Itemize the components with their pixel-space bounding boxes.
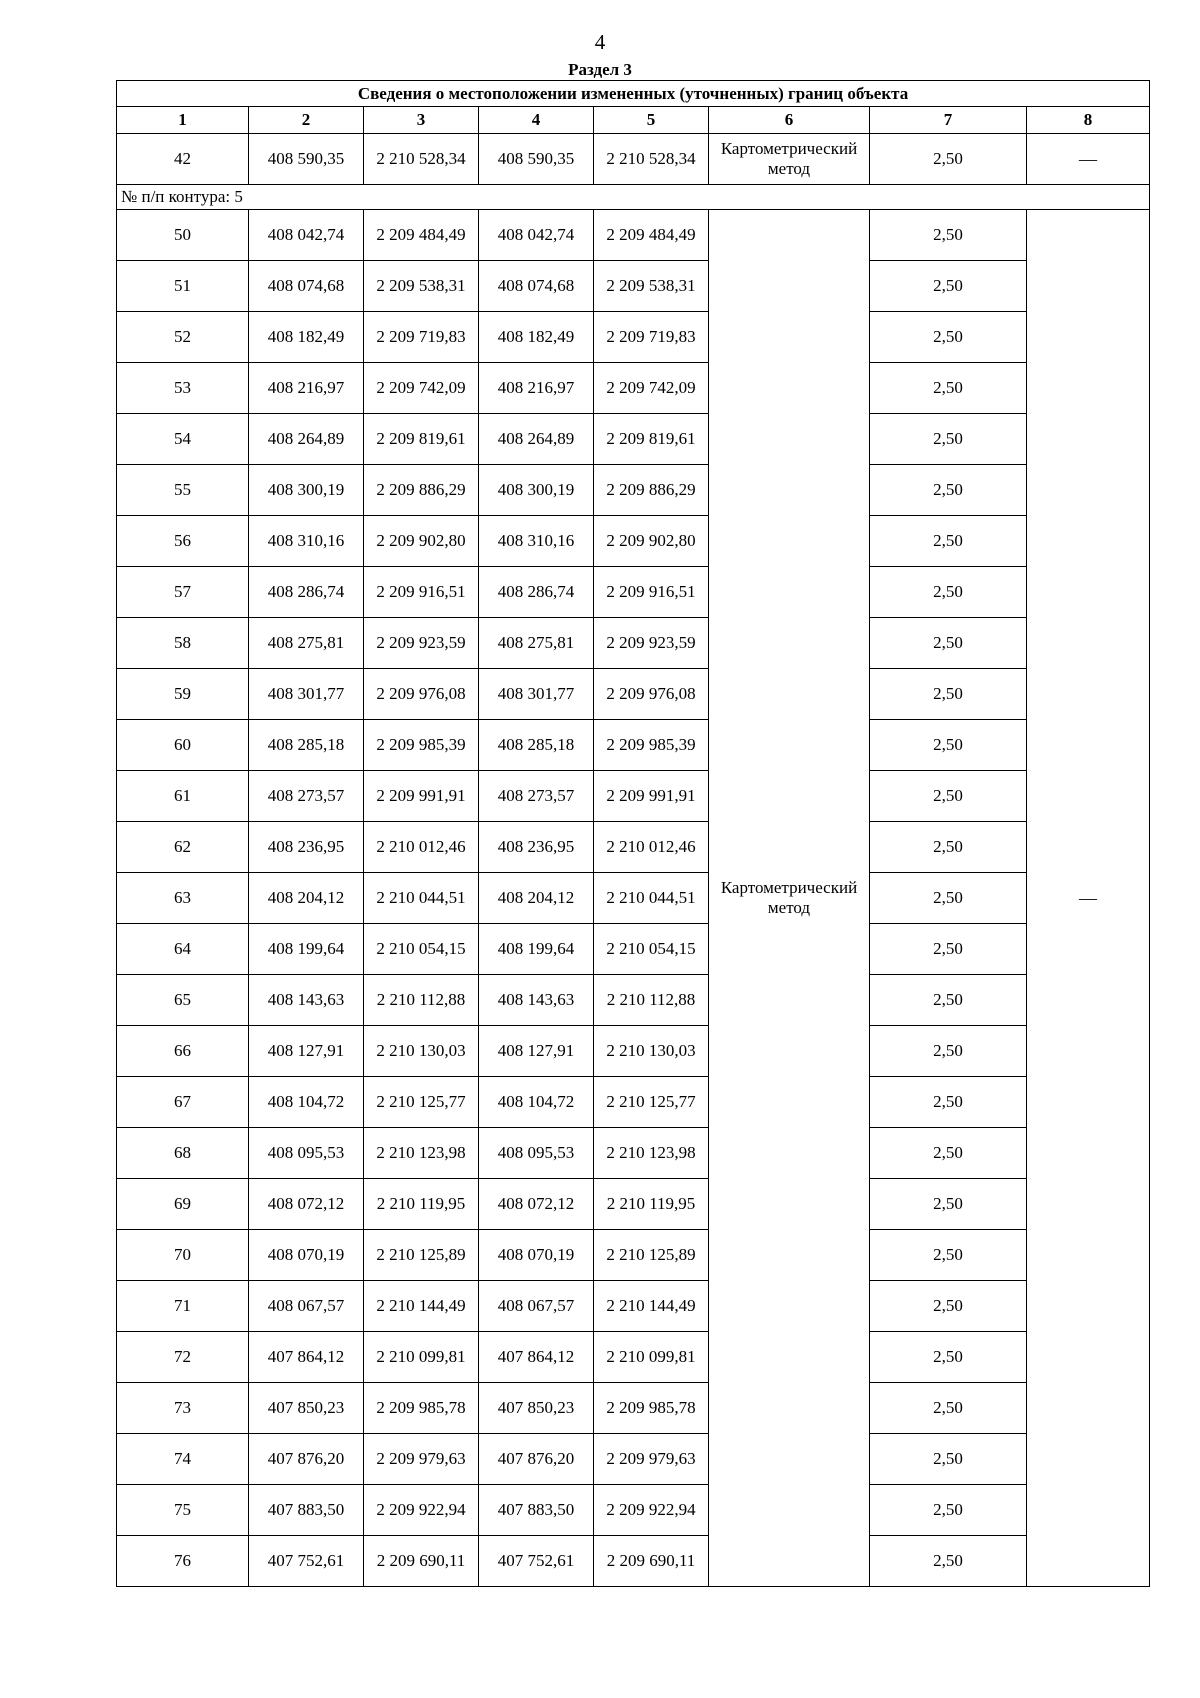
accuracy-cell: 2,50 xyxy=(870,312,1027,363)
x-old-cell: 408 300,19 xyxy=(249,465,364,516)
y-new-cell: 2 210 012,46 xyxy=(594,822,709,873)
table-row xyxy=(117,134,1150,185)
x-old-cell: 407 883,50 xyxy=(249,1485,364,1536)
x-old-cell: 408 127,91 xyxy=(249,1026,364,1077)
x-old-cell: 408 042,74 xyxy=(249,210,364,261)
column-header-row xyxy=(117,107,1150,134)
x-old-cell: 408 590,35 xyxy=(249,134,364,185)
accuracy-cell: 2,50 xyxy=(870,1434,1027,1485)
table-row xyxy=(117,669,1150,720)
y-old-cell: 2 210 528,34 xyxy=(364,134,479,185)
point-number: 54 xyxy=(117,414,249,465)
x-old-cell: 408 104,72 xyxy=(249,1077,364,1128)
y-old-cell: 2 210 125,89 xyxy=(364,1230,479,1281)
y-new-cell: 2 210 130,03 xyxy=(594,1026,709,1077)
x-new-cell: 408 127,91 xyxy=(479,1026,594,1077)
y-old-cell: 2 209 991,91 xyxy=(364,771,479,822)
table-title: Сведения о местоположении измененных (уточненных) границ объекта xyxy=(117,81,1150,107)
x-old-cell: 408 204,12 xyxy=(249,873,364,924)
accuracy-cell: 2,50 xyxy=(870,1230,1027,1281)
y-old-cell: 2 210 012,46 xyxy=(364,822,479,873)
x-new-cell: 408 216,97 xyxy=(479,363,594,414)
column-header: 6 xyxy=(709,107,870,134)
y-old-cell: 2 210 112,88 xyxy=(364,975,479,1026)
accuracy-cell: 2,50 xyxy=(870,924,1027,975)
y-old-cell: 2 210 044,51 xyxy=(364,873,479,924)
x-new-cell: 408 264,89 xyxy=(479,414,594,465)
y-old-cell: 2 209 819,61 xyxy=(364,414,479,465)
column-header: 5 xyxy=(594,107,709,134)
table-row xyxy=(117,873,1150,924)
page-number: 4 xyxy=(594,30,606,54)
note-cell: — xyxy=(1027,210,1150,1587)
accuracy-cell: 2,50 xyxy=(870,822,1027,873)
y-old-cell: 2 209 742,09 xyxy=(364,363,479,414)
x-old-cell: 408 264,89 xyxy=(249,414,364,465)
point-number: 58 xyxy=(117,618,249,669)
x-old-cell: 408 273,57 xyxy=(249,771,364,822)
accuracy-cell: 2,50 xyxy=(870,1077,1027,1128)
y-new-cell: 2 210 528,34 xyxy=(594,134,709,185)
y-old-cell: 2 209 690,11 xyxy=(364,1536,479,1587)
point-number: 64 xyxy=(117,924,249,975)
y-old-cell: 2 210 099,81 xyxy=(364,1332,479,1383)
x-old-cell: 408 275,81 xyxy=(249,618,364,669)
y-new-cell: 2 209 902,80 xyxy=(594,516,709,567)
column-header: 3 xyxy=(364,107,479,134)
y-old-cell: 2 210 119,95 xyxy=(364,1179,479,1230)
x-old-cell: 408 095,53 xyxy=(249,1128,364,1179)
x-old-cell: 408 199,64 xyxy=(249,924,364,975)
y-new-cell: 2 210 125,89 xyxy=(594,1230,709,1281)
point-number: 63 xyxy=(117,873,249,924)
column-header: 8 xyxy=(1027,107,1150,134)
x-new-cell: 407 883,50 xyxy=(479,1485,594,1536)
y-old-cell: 2 209 985,39 xyxy=(364,720,479,771)
x-new-cell: 408 182,49 xyxy=(479,312,594,363)
point-number: 52 xyxy=(117,312,249,363)
table-row xyxy=(117,1332,1150,1383)
y-new-cell: 2 209 538,31 xyxy=(594,261,709,312)
table-row xyxy=(117,975,1150,1026)
y-new-cell: 2 209 991,91 xyxy=(594,771,709,822)
table-row xyxy=(117,1128,1150,1179)
table-row xyxy=(117,1281,1150,1332)
table-row xyxy=(117,924,1150,975)
table-row xyxy=(117,822,1150,873)
table-row xyxy=(117,414,1150,465)
x-old-cell: 408 143,63 xyxy=(249,975,364,1026)
table-row xyxy=(117,261,1150,312)
y-new-cell: 2 210 119,95 xyxy=(594,1179,709,1230)
accuracy-cell: 2,50 xyxy=(870,465,1027,516)
table-row xyxy=(117,1179,1150,1230)
table-row xyxy=(117,1536,1150,1587)
y-old-cell: 2 210 130,03 xyxy=(364,1026,479,1077)
x-old-cell: 408 236,95 xyxy=(249,822,364,873)
table-row xyxy=(117,1383,1150,1434)
table-row xyxy=(117,1230,1150,1281)
y-new-cell: 2 209 976,08 xyxy=(594,669,709,720)
y-new-cell: 2 209 886,29 xyxy=(594,465,709,516)
y-old-cell: 2 209 923,59 xyxy=(364,618,479,669)
y-old-cell: 2 209 538,31 xyxy=(364,261,479,312)
x-old-cell: 408 067,57 xyxy=(249,1281,364,1332)
accuracy-cell: 2,50 xyxy=(870,210,1027,261)
point-number: 75 xyxy=(117,1485,249,1536)
x-new-cell: 408 273,57 xyxy=(479,771,594,822)
table-row xyxy=(117,1485,1150,1536)
y-new-cell: 2 210 123,98 xyxy=(594,1128,709,1179)
accuracy-cell: 2,50 xyxy=(870,720,1027,771)
point-number: 69 xyxy=(117,1179,249,1230)
method-cell: Картометрический метод xyxy=(709,210,870,1587)
table-row xyxy=(117,1026,1150,1077)
point-number: 71 xyxy=(117,1281,249,1332)
point-number: 60 xyxy=(117,720,249,771)
method-cell: Картометрический метод xyxy=(709,134,870,185)
x-old-cell: 408 286,74 xyxy=(249,567,364,618)
accuracy-cell: 2,50 xyxy=(870,1128,1027,1179)
accuracy-cell: 2,50 xyxy=(870,1026,1027,1077)
x-new-cell: 408 275,81 xyxy=(479,618,594,669)
y-old-cell: 2 209 985,78 xyxy=(364,1383,479,1434)
point-number: 59 xyxy=(117,669,249,720)
x-new-cell: 407 752,61 xyxy=(479,1536,594,1587)
point-number: 68 xyxy=(117,1128,249,1179)
x-new-cell: 408 236,95 xyxy=(479,822,594,873)
table-row xyxy=(117,210,1150,261)
y-new-cell: 2 210 144,49 xyxy=(594,1281,709,1332)
accuracy-cell: 2,50 xyxy=(870,1281,1027,1332)
y-old-cell: 2 210 054,15 xyxy=(364,924,479,975)
y-new-cell: 2 209 742,09 xyxy=(594,363,709,414)
y-old-cell: 2 209 902,80 xyxy=(364,516,479,567)
point-number: 76 xyxy=(117,1536,249,1587)
x-old-cell: 408 216,97 xyxy=(249,363,364,414)
x-new-cell: 408 072,12 xyxy=(479,1179,594,1230)
y-new-cell: 2 210 125,77 xyxy=(594,1077,709,1128)
y-old-cell: 2 209 886,29 xyxy=(364,465,479,516)
x-new-cell: 408 301,77 xyxy=(479,669,594,720)
point-number: 55 xyxy=(117,465,249,516)
y-old-cell: 2 209 976,08 xyxy=(364,669,479,720)
column-header: 1 xyxy=(117,107,249,134)
point-number: 56 xyxy=(117,516,249,567)
x-old-cell: 408 285,18 xyxy=(249,720,364,771)
accuracy-cell: 2,50 xyxy=(870,975,1027,1026)
x-new-cell: 408 300,19 xyxy=(479,465,594,516)
table-row xyxy=(117,618,1150,669)
y-old-cell: 2 210 125,77 xyxy=(364,1077,479,1128)
accuracy-cell: 2,50 xyxy=(870,516,1027,567)
x-new-cell: 407 850,23 xyxy=(479,1383,594,1434)
accuracy-cell: 2,50 xyxy=(870,873,1027,924)
x-old-cell: 408 310,16 xyxy=(249,516,364,567)
x-old-cell: 407 876,20 xyxy=(249,1434,364,1485)
table-row xyxy=(117,363,1150,414)
point-number: 57 xyxy=(117,567,249,618)
note-cell: — xyxy=(1027,134,1150,185)
point-number: 74 xyxy=(117,1434,249,1485)
y-new-cell: 2 209 985,78 xyxy=(594,1383,709,1434)
accuracy-cell: 2,50 xyxy=(870,567,1027,618)
point-number: 53 xyxy=(117,363,249,414)
x-new-cell: 408 042,74 xyxy=(479,210,594,261)
x-old-cell: 408 074,68 xyxy=(249,261,364,312)
contour-row xyxy=(117,185,1150,210)
table-row xyxy=(117,465,1150,516)
table-row xyxy=(117,1434,1150,1485)
y-new-cell: 2 210 099,81 xyxy=(594,1332,709,1383)
table-row xyxy=(117,720,1150,771)
x-new-cell: 407 876,20 xyxy=(479,1434,594,1485)
x-new-cell: 408 074,68 xyxy=(479,261,594,312)
x-new-cell: 408 143,63 xyxy=(479,975,594,1026)
y-new-cell: 2 210 054,15 xyxy=(594,924,709,975)
point-number: 65 xyxy=(117,975,249,1026)
x-old-cell: 408 072,12 xyxy=(249,1179,364,1230)
x-new-cell: 408 199,64 xyxy=(479,924,594,975)
accuracy-cell: 2,50 xyxy=(870,414,1027,465)
table-row xyxy=(117,567,1150,618)
accuracy-cell: 2,50 xyxy=(870,134,1027,185)
y-new-cell: 2 209 819,61 xyxy=(594,414,709,465)
y-old-cell: 2 210 144,49 xyxy=(364,1281,479,1332)
point-number: 51 xyxy=(117,261,249,312)
y-new-cell: 2 209 484,49 xyxy=(594,210,709,261)
x-new-cell: 408 286,74 xyxy=(479,567,594,618)
point-number: 61 xyxy=(117,771,249,822)
x-old-cell: 407 752,61 xyxy=(249,1536,364,1587)
accuracy-cell: 2,50 xyxy=(870,771,1027,822)
y-new-cell: 2 209 922,94 xyxy=(594,1485,709,1536)
x-new-cell: 408 285,18 xyxy=(479,720,594,771)
x-old-cell: 407 864,12 xyxy=(249,1332,364,1383)
table-row xyxy=(117,312,1150,363)
table-row xyxy=(117,1077,1150,1128)
accuracy-cell: 2,50 xyxy=(870,1536,1027,1587)
y-new-cell: 2 209 690,11 xyxy=(594,1536,709,1587)
x-new-cell: 408 104,72 xyxy=(479,1077,594,1128)
x-old-cell: 407 850,23 xyxy=(249,1383,364,1434)
y-new-cell: 2 210 044,51 xyxy=(594,873,709,924)
y-new-cell: 2 210 112,88 xyxy=(594,975,709,1026)
accuracy-cell: 2,50 xyxy=(870,363,1027,414)
section-label: Раздел 3 xyxy=(568,60,632,79)
y-new-cell: 2 209 923,59 xyxy=(594,618,709,669)
column-header: 4 xyxy=(479,107,594,134)
point-number: 70 xyxy=(117,1230,249,1281)
x-new-cell: 408 095,53 xyxy=(479,1128,594,1179)
accuracy-cell: 2,50 xyxy=(870,1383,1027,1434)
point-number: 67 xyxy=(117,1077,249,1128)
accuracy-cell: 2,50 xyxy=(870,1332,1027,1383)
y-new-cell: 2 209 916,51 xyxy=(594,567,709,618)
table-title-row xyxy=(117,81,1150,107)
y-old-cell: 2 209 979,63 xyxy=(364,1434,479,1485)
coordinates-table xyxy=(116,80,1150,1587)
x-old-cell: 408 301,77 xyxy=(249,669,364,720)
y-new-cell: 2 209 979,63 xyxy=(594,1434,709,1485)
y-old-cell: 2 209 922,94 xyxy=(364,1485,479,1536)
point-number: 50 xyxy=(117,210,249,261)
y-old-cell: 2 209 916,51 xyxy=(364,567,479,618)
x-new-cell: 408 067,57 xyxy=(479,1281,594,1332)
y-old-cell: 2 210 123,98 xyxy=(364,1128,479,1179)
table-row xyxy=(117,516,1150,567)
point-number: 66 xyxy=(117,1026,249,1077)
point-number: 72 xyxy=(117,1332,249,1383)
x-new-cell: 408 204,12 xyxy=(479,873,594,924)
x-old-cell: 408 070,19 xyxy=(249,1230,364,1281)
x-new-cell: 408 590,35 xyxy=(479,134,594,185)
point-number: 42 xyxy=(117,134,249,185)
x-new-cell: 408 070,19 xyxy=(479,1230,594,1281)
contour-label: № п/п контура: 5 xyxy=(117,185,1150,210)
y-old-cell: 2 209 719,83 xyxy=(364,312,479,363)
table-row xyxy=(117,771,1150,822)
point-number: 62 xyxy=(117,822,249,873)
x-new-cell: 408 310,16 xyxy=(479,516,594,567)
accuracy-cell: 2,50 xyxy=(870,1179,1027,1230)
column-header: 7 xyxy=(870,107,1027,134)
point-number: 73 xyxy=(117,1383,249,1434)
accuracy-cell: 2,50 xyxy=(870,669,1027,720)
column-header: 2 xyxy=(249,107,364,134)
y-new-cell: 2 209 719,83 xyxy=(594,312,709,363)
accuracy-cell: 2,50 xyxy=(870,261,1027,312)
accuracy-cell: 2,50 xyxy=(870,1485,1027,1536)
accuracy-cell: 2,50 xyxy=(870,618,1027,669)
y-new-cell: 2 209 985,39 xyxy=(594,720,709,771)
x-new-cell: 407 864,12 xyxy=(479,1332,594,1383)
y-old-cell: 2 209 484,49 xyxy=(364,210,479,261)
x-old-cell: 408 182,49 xyxy=(249,312,364,363)
